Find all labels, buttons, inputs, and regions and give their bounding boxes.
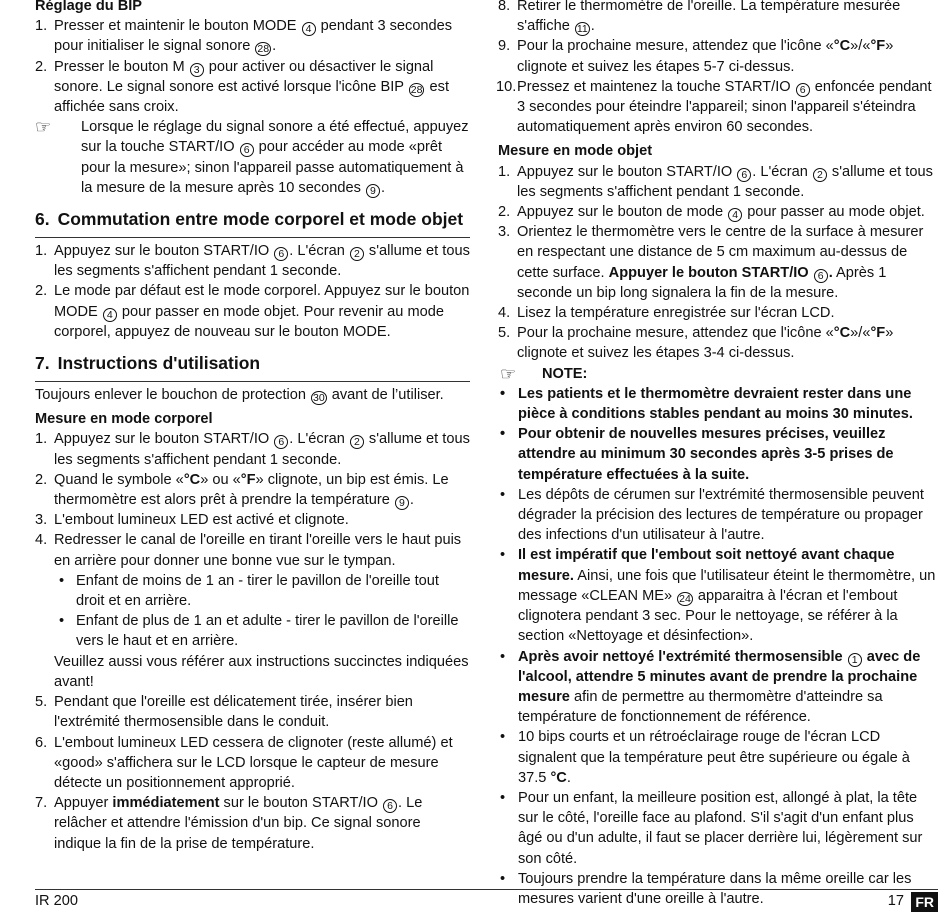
list-item: 1. Appuyez sur le bouton START/IO 6 . L'écran 2 s'allume et tous les segments s'affichent pendant 1 seconde. — [35, 431, 470, 468]
callout-number: 2 — [813, 168, 827, 182]
list-item: • 10 bips courts et un rétroéclairage rouge de l'écran LCD signalent que la température peut être supérieure ou égale à 37.5 °C. — [500, 729, 910, 786]
callout-number: 6 — [737, 168, 751, 182]
callout-number: 28 — [257, 43, 270, 56]
body-mode-heading: Mesure en mode corporel — [35, 411, 213, 428]
object-mode-steps — [498, 162, 938, 364]
list-item: 4. Redresser le canal de l'oreille en tirant l'oreille vers le haut puis en arrière pour donner une bonne vue sur le tympan. • Enfant de moins de 1 an - tirer le pavillon de l'oreille tout droit et en arrière. • Enfant de plus de 1 an et adulte - tirer le pavillon de l'oreille vers le haut et en arrière. Veuillez aussi vous référer aux instructions succinctes indiquées avant! — [35, 532, 469, 690]
body-mode-steps-cont — [498, 0, 938, 137]
list-item: • Toujours prendre la température dans la même oreille car les mesures varient d'une oreille à l'autre. — [500, 870, 912, 907]
callout-number: 6 — [383, 799, 397, 813]
sub-bullets — [54, 571, 470, 652]
list-item: 8. Retirer le thermomètre de l'oreille. La température mesurée s'affiche 11 . — [498, 0, 901, 36]
list-item: • Les patients et le thermomètre devraient rester dans une pièce à conditions stables pendant au moins 30 minutes. — [500, 385, 913, 423]
list-item: 2. Le mode par défaut est le mode corporel. Appuyez sur le bouton MODE 4 pour passer en mode objet. Pour revenir au mode corporel, appuyez de nouveau sur le bouton MODE. — [35, 283, 470, 340]
section-7-intro: Toujours enlever le bouchon de protection 30 avant de l’utiliser. — [35, 387, 444, 405]
list-item: • Il est impératif que l'embout soit nettoyé avant chaque mesure. Ainsi, une fois que l'utilisateur éteint le thermomètre, un message «CLEAN ME» 24 apparaitra à l'écran et l'embout clignotera pendant 3 sec. Pour le nettoyage, se référer à la section «Nettoyage et désinfection». — [500, 547, 936, 645]
list-item: 2. Presser le bouton M 3 pour activer ou désactiver le signal sonore. Le signal sonore est activé lorsque l'icône BIP 28 est affichée sans croix. — [35, 58, 450, 116]
note-list — [498, 384, 938, 909]
bullet-icon: • — [500, 789, 506, 806]
language-badge: FR — [911, 892, 938, 912]
footer-model: IR 200 — [35, 893, 78, 909]
right-column — [498, 0, 938, 909]
bullet-icon: • — [500, 648, 506, 665]
section-7-title: 7. Instructions d'utilisation — [35, 353, 261, 374]
bullet-icon: • — [500, 486, 506, 503]
page-number: 17 — [887, 893, 904, 909]
list-item: 7. Appuyer immédiatement sur le bouton START/IO 6 . Le relâcher et attendre l'émission d'un bip. Ce signal sonore indique la fin de la prise de température. — [35, 795, 423, 852]
bullet-icon: • — [500, 385, 506, 402]
bullet-icon: • — [59, 613, 65, 630]
list-item: 1. Appuyez sur le bouton START/IO 6 . L'écran 2 s'allume et tous les segments s'affichent pendant 1 seconde. — [498, 163, 933, 200]
section-6-steps — [35, 241, 470, 342]
divider — [35, 381, 470, 382]
bullet-icon: • — [500, 426, 506, 443]
list-item: 5. Pour la prochaine mesure, attendez que l'icône «°C»/«°F» clignote et suivez les étapes 3-4 ci-dessus. — [498, 325, 894, 362]
list-item: 1. Presser et maintenir le bouton MODE 4 pendant 3 secondes pour initialiser le signal sonore 28 . — [35, 18, 453, 56]
callout-number: 4 — [728, 208, 742, 222]
callout-number: 3 — [190, 63, 204, 77]
bullet-icon: • — [59, 572, 65, 589]
bip-note: ☞ Lorsque le réglage du signal sonore a été effectué, appuyez sur la touche START/IO 6 pour accéder au mode «prêt pour la mesure»; sinon l'appareil passe automatiquement à la mesure de la mesure après 10 secondes 9 . — [35, 117, 469, 197]
section-6-title: 6. Commutation entre mode corporel et mode objet — [35, 209, 464, 230]
note-header: ☞ NOTE: — [500, 363, 588, 384]
list-item: • Enfant de plus de 1 an et adulte - tirer le pavillon de l'oreille vers le haut et en arrière. — [59, 613, 459, 650]
body-mode-steps — [35, 429, 470, 853]
callout-number: 4 — [103, 308, 117, 322]
list-item: 1. Appuyez sur le bouton START/IO 6 . L'écran 2 s'allume et tous les segments s'affichent pendant 1 seconde. — [35, 243, 470, 280]
pointing-hand-icon: ☞ — [500, 363, 517, 384]
callout-number: 1 — [848, 653, 862, 667]
footer-divider — [35, 889, 938, 890]
left-column — [35, 0, 470, 854]
list-item: 2. Appuyez sur le bouton de mode 4 pour passer au mode objet. — [498, 204, 925, 222]
pointing-hand-icon: ☞ — [35, 117, 52, 138]
callout-number: 30 — [313, 392, 325, 405]
bullet-icon: • — [500, 870, 506, 887]
list-item: 6. L'embout lumineux LED cessera de clignoter (reste allumé) et «good» s'affichera sur le LCD lorsque le capteur de mesure détecte un positionnement approprié. — [35, 734, 453, 791]
callout-number: 2 — [350, 435, 364, 449]
list-item: • Après avoir nettoyé l'extrémité thermosensible 1 avec de l'alcool, attendre 5 minutes avant de prendre la prochaine mesure afin de permettre au thermomètre d'atteindre sa température de fonctionnement de référence. — [500, 648, 921, 726]
callout-number: 2 — [350, 247, 364, 261]
list-item: 5. Pendant que l'oreille est délicatement tirée, insérer bien l'extrémité thermosensible dans le conduit. — [35, 694, 413, 731]
callout-number: 9 — [395, 496, 409, 510]
bip-steps — [35, 16, 470, 117]
list-item: 4. Lisez la température enregistrée sur l'écran LCD. — [498, 305, 835, 322]
callout-number: 24 — [679, 592, 691, 605]
callout-number: 4 — [302, 22, 316, 36]
bip-heading: Réglage du BIP — [35, 0, 143, 14]
list-item: 9. Pour la prochaine mesure, attendez que l'icône «°C»/«°F» clignote et suivez les étapes 5-7 ci-dessus. — [498, 38, 894, 75]
callout-number: 6 — [796, 83, 810, 97]
list-item: • Enfant de moins de 1 an - tirer le pavillon de l'oreille tout droit et en arrière. — [59, 572, 439, 610]
callout-number: 6 — [274, 247, 288, 261]
bullet-icon: • — [500, 547, 506, 564]
callout-number: 11 — [576, 23, 588, 36]
list-item: 3. L'embout lumineux LED est activé et clignote. — [35, 512, 349, 529]
divider — [35, 237, 470, 238]
list-item: • Pour obtenir de nouvelles mesures précises, veuillez attendre au minimum 30 secondes après 3-5 prises de température effectuées à la suite. — [500, 426, 894, 483]
list-item: 2. Quand le symbole «°C» ou «°F» clignote, un bip est émis. Le thermomètre est alors prêt à prendre la température 9 . — [35, 471, 449, 510]
list-item: 3. Orientez le thermomètre vers le centre de la surface à mesurer en respectant une distance de 5 cm maximum au-dessus de cette surface. Appuyer le bouton START/IO 6 . Après 1 seconde un bip long signalera la fin de la mesure. — [498, 224, 924, 301]
callout-number: 6 — [814, 269, 828, 283]
callout-number: 28 — [410, 83, 423, 96]
callout-number: 9 — [366, 184, 380, 198]
list-item: • Les dépôts de cérumen sur l'extrémité thermosensible peuvent dégrader la précision des lectures de température ou propager des infections d'un utilisateur à l'autre. — [500, 486, 924, 544]
callout-number: 6 — [240, 143, 254, 157]
list-item: 10. Pressez et maintenez la touche START/IO 6 enfoncée pendant 3 secondes pour éteindre l'appareil; sinon l'appareil s'éteindra automatiquement après environ 60 secondes. — [496, 78, 932, 136]
list-item: • Pour un enfant, la meilleure position est, allongé à plat, la tête sur le côté, l'oreille face au plafond. S'il s'agit d'un enfant plus âgé ou d'un adulte, il faut se placer derrière lui, légèrement sur son côté. — [500, 789, 923, 867]
callout-number: 6 — [274, 435, 288, 449]
object-mode-heading: Mesure en mode objet — [498, 143, 653, 160]
bullet-icon: • — [500, 729, 506, 746]
